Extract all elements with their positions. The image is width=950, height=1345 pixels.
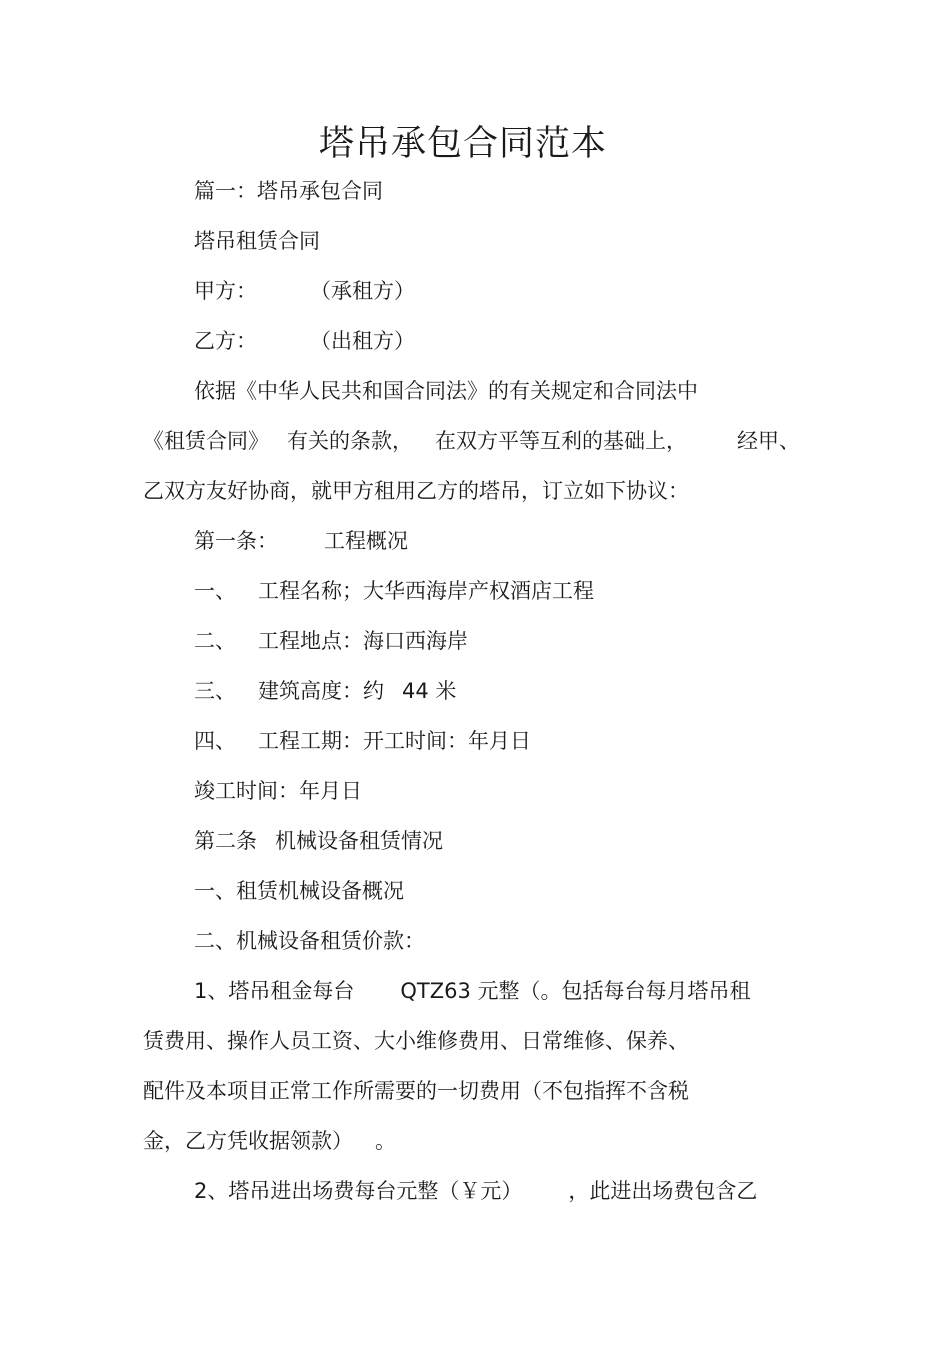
party-b-role: （出租方） — [310, 329, 415, 353]
party-a-line — [194, 276, 415, 306]
article-2-item-1: 一、租赁机械设备概况 — [194, 879, 404, 903]
item-text: 工程工期：开工时间：年月日 — [258, 729, 531, 753]
item-text: 工程地点：海口西海岸 — [258, 629, 468, 653]
article-2-title: 机械设备租赁情况 — [275, 829, 443, 853]
item-text: 工程名称；大华西海岸产权酒店工程 — [258, 579, 594, 603]
clause-2-line-1-b: ，此进出场费包含乙 — [568, 1179, 758, 1203]
clause-1-line-4 — [143, 1126, 396, 1156]
article-1-title: 工程概况 — [324, 529, 408, 553]
article-1-item-3 — [194, 676, 456, 706]
item-value: 44 米 — [402, 679, 457, 703]
preamble-line-2-b: 有关的条款， — [287, 429, 413, 453]
article-1-item-4 — [194, 726, 531, 756]
section-heading: 篇一：塔吊承包合同 — [194, 179, 383, 203]
clause-1-line-2: 赁费用、操作人员工资、大小维修费用、日常维修、保养、 — [143, 1029, 689, 1053]
clause-1-line-3: 配件及本项目正常工作所需要的一切费用（不包指挥不含税 — [143, 1079, 689, 1103]
item-number: 三、 — [194, 679, 236, 703]
item-text: 建筑高度：约 — [258, 679, 384, 703]
clause-1-line-1 — [194, 976, 751, 1006]
article-1-item-1 — [194, 576, 594, 606]
article-1-label: 第一条： — [194, 529, 278, 553]
preamble-line-2-c: 在双方平等互利的基础上， — [435, 429, 687, 453]
clause-2-line-1 — [194, 1176, 757, 1206]
party-b-line — [194, 326, 415, 356]
clause-1-line-4-b: 。 — [375, 1129, 396, 1153]
preamble-line-2 — [143, 426, 800, 456]
article-1-heading — [194, 526, 408, 556]
preamble-line-2-a: 《租赁合同》 — [143, 429, 269, 453]
party-a-label: 甲方： — [194, 279, 257, 303]
party-b-label: 乙方： — [194, 329, 257, 353]
article-1-item-2 — [194, 626, 468, 656]
clause-1-line-4-a: 金，乙方凭收据领款） — [143, 1129, 353, 1153]
preamble-line-2-d: 经甲、 — [737, 429, 800, 453]
clause-1-line-1-b: QTZ63 元整（。包括每台每月塔吊租 — [400, 979, 751, 1003]
completion-time: 竣工时间：年月日 — [194, 779, 362, 803]
contract-subtitle: 塔吊租赁合同 — [194, 229, 320, 253]
clause-2-line-1-a: 2、塔吊进出场费每台元整（￥元） — [194, 1179, 523, 1203]
party-a-role: （承租方） — [310, 279, 415, 303]
document-title: 塔吊承包合同范本 — [318, 124, 607, 164]
item-number: 四、 — [194, 729, 236, 753]
preamble-line-3: 乙双方友好协商，就甲方租用乙方的塔吊，订立如下协议： — [143, 479, 689, 503]
article-2-heading — [194, 826, 443, 856]
item-number: 二、 — [194, 629, 236, 653]
clause-1-line-1-a: 1、塔吊租金每台 — [194, 979, 355, 1003]
article-2-item-2: 二、机械设备租赁价款： — [194, 929, 425, 953]
article-2-label: 第二条 — [194, 829, 257, 853]
item-number: 一、 — [194, 579, 236, 603]
preamble-line-1: 依据《中华人民共和国合同法》的有关规定和合同法中 — [194, 379, 698, 403]
